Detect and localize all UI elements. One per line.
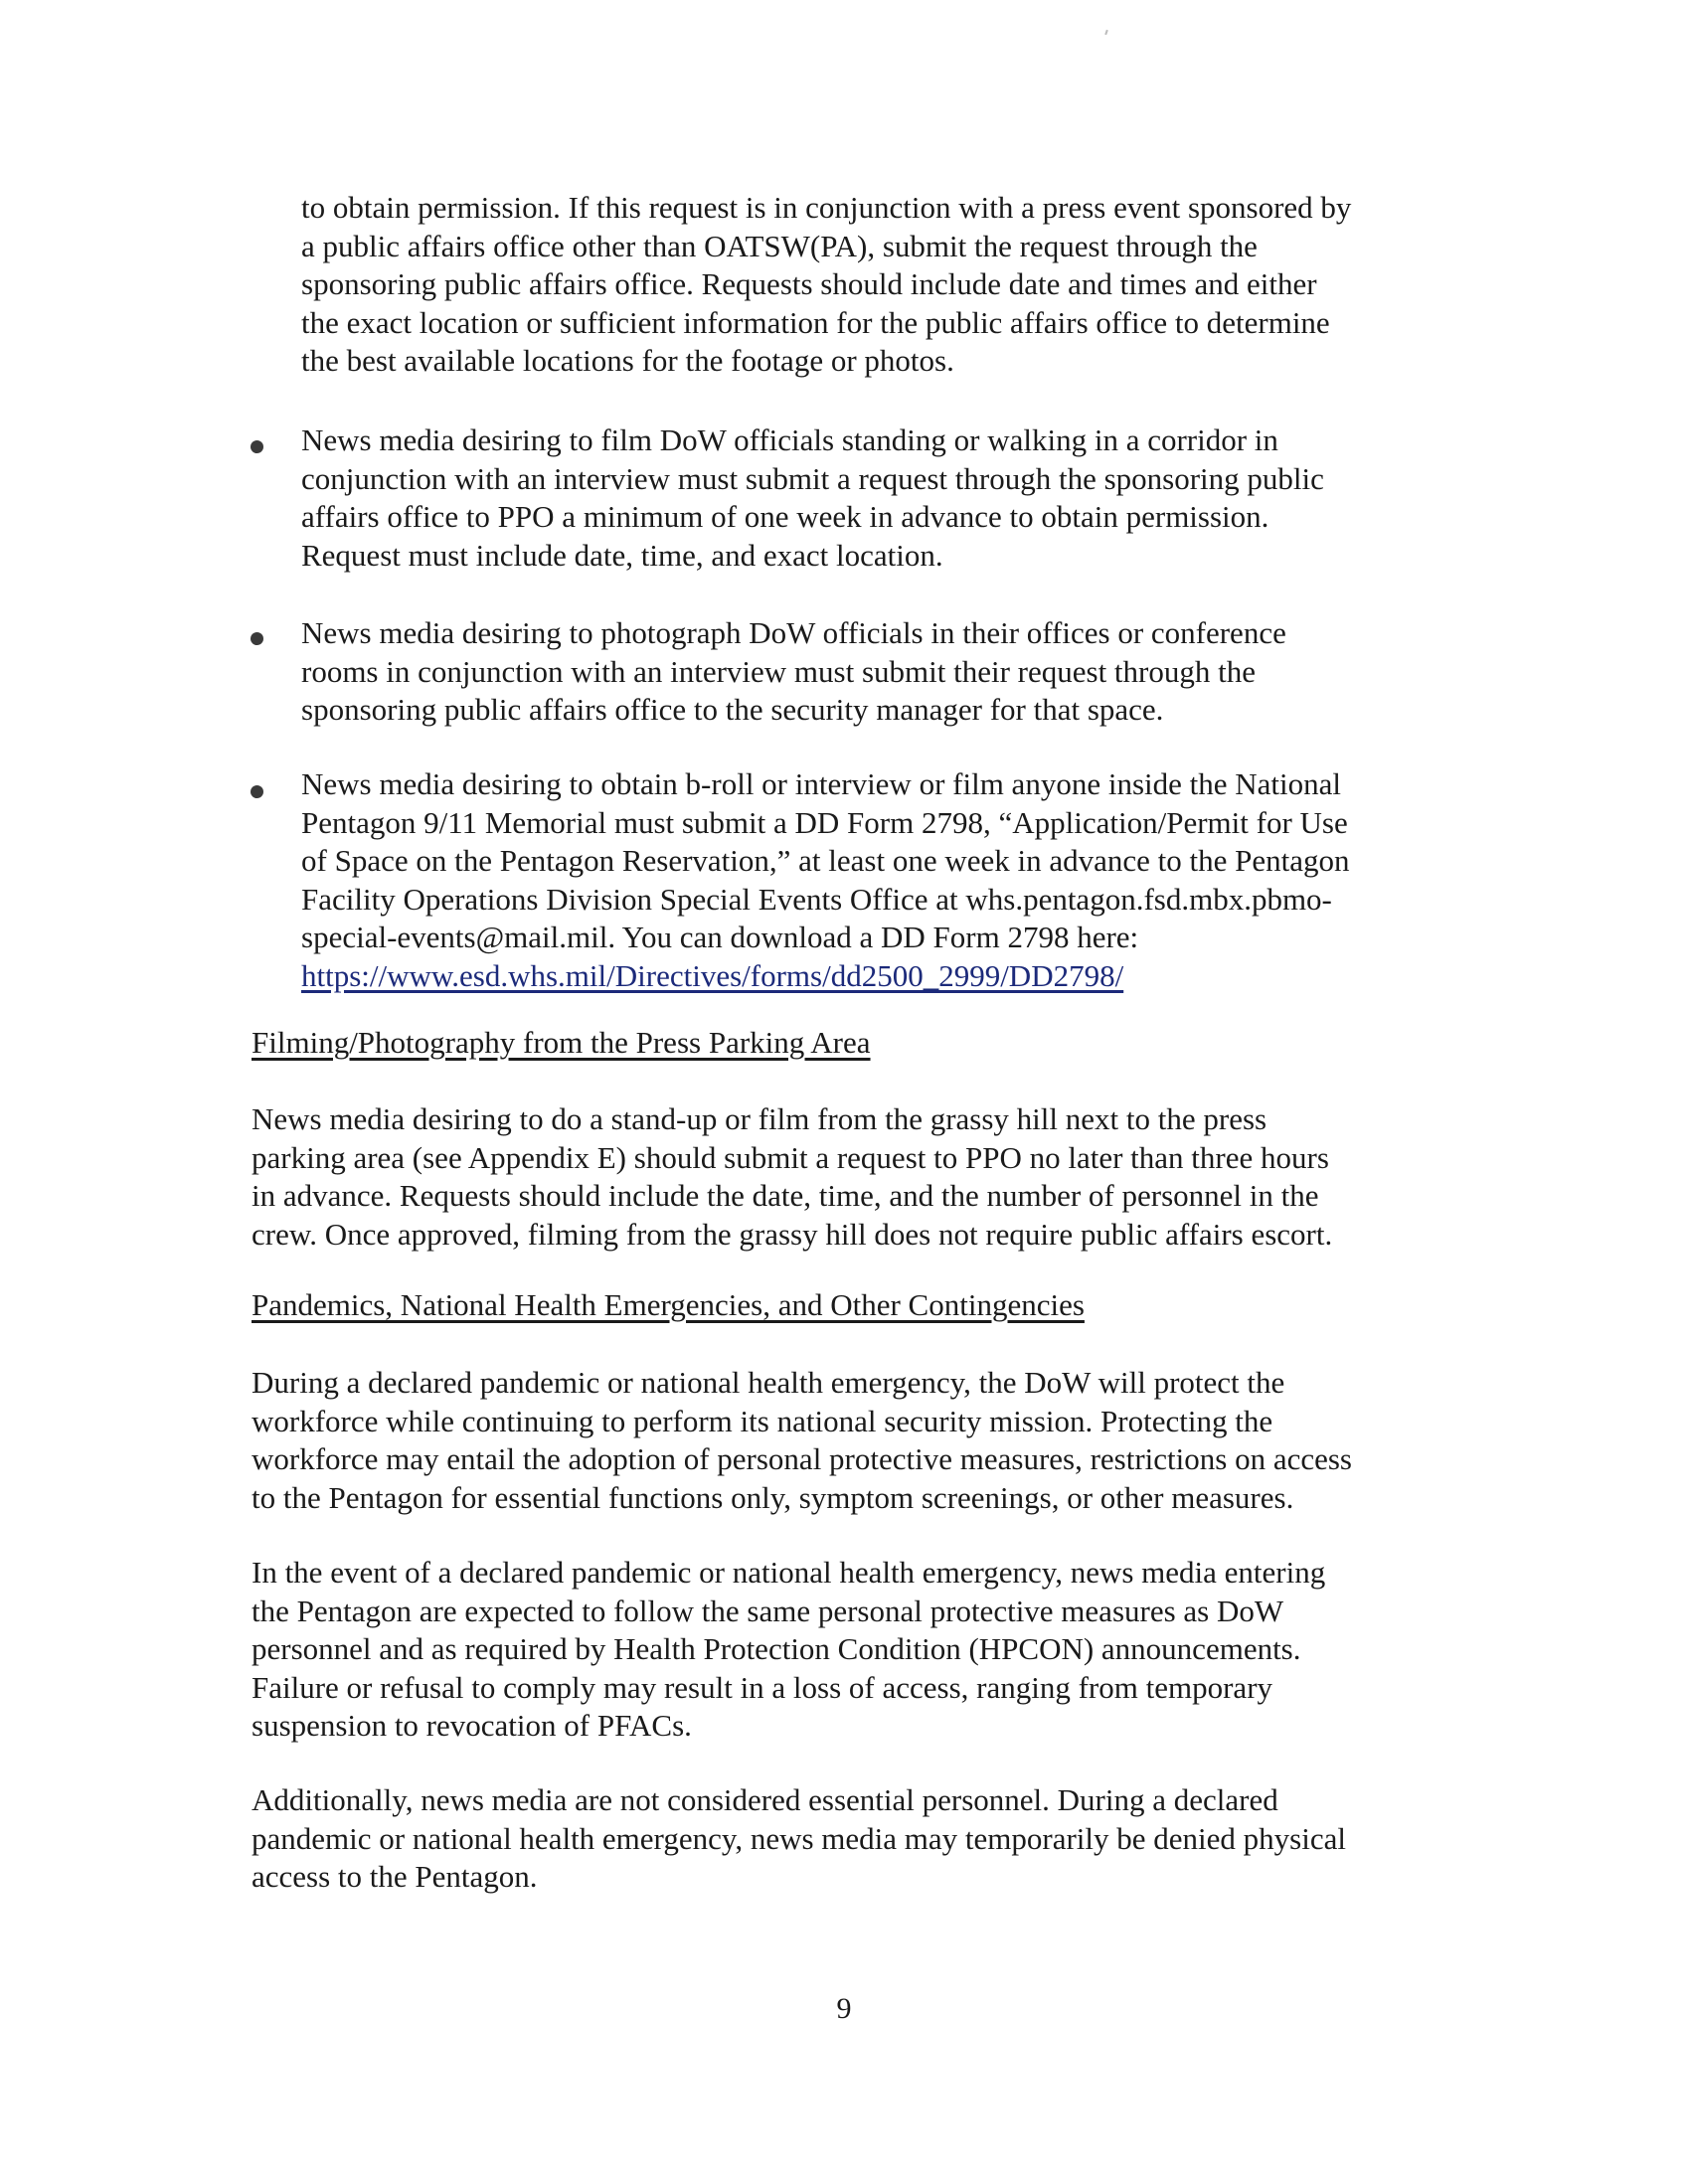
text-line xyxy=(301,957,1350,996)
body-paragraph xyxy=(252,1781,1346,1897)
text-line: Facility Operations Division Special Events Office at whs.pentagon.fsd.mbx.pbmo- xyxy=(301,881,1332,917)
text-line: the Pentagon are expected to follow the same personal protective measures as DoW xyxy=(252,1593,1284,1628)
section-heading: Filming/Photography from the Press Parking Area xyxy=(252,1025,871,1060)
text-line: the exact location or sufficient information for the public affairs office to determine xyxy=(301,304,1330,340)
text-line: Pentagon 9/11 Memorial must submit a DD Form 2798, “Application/Permit for Use xyxy=(301,804,1348,840)
text-line: In the event of a declared pandemic or national health emergency, news media entering xyxy=(252,1555,1326,1590)
bullet-icon xyxy=(251,785,263,798)
page-number: 9 xyxy=(836,1992,852,2025)
text-line: to obtain permission. If this request is in conjunction with a press event sponsored by xyxy=(301,190,1352,225)
text-line: conjunction with an interview must submit a request through the sponsoring public xyxy=(301,460,1324,496)
text-line: rooms in conjunction with an interview must submit their request through the xyxy=(301,653,1256,689)
text-line: of Space on the Pentagon Reservation,” at least one week in advance to the Pentagon xyxy=(301,843,1350,878)
text-line: Request must include date, time, and exact location. xyxy=(301,537,943,573)
text-line: a public affairs office other than OATSW(PA), submit the request through the xyxy=(301,228,1258,263)
text-line: News media desiring to obtain b-roll or interview or film anyone inside the National xyxy=(301,766,1341,801)
bullet-icon xyxy=(251,440,263,453)
bullet-icon xyxy=(251,632,263,645)
text-line: News media desiring to photograph DoW officials in their offices or conference xyxy=(301,615,1286,650)
text-line: Failure or refusal to comply may result in a loss of access, ranging from temporary xyxy=(252,1669,1273,1705)
text-line: sponsoring public affairs office. Requests should include date and times and either xyxy=(301,266,1317,301)
body-paragraph xyxy=(252,1100,1332,1254)
text-line: the best available locations for the footage or photos. xyxy=(301,343,954,378)
text-line: News media desiring to film DoW officials standing or walking in a corridor in xyxy=(301,422,1278,457)
text-line: sponsoring public affairs office to the security manager for that space. xyxy=(301,692,1164,727)
text-line: workforce while continuing to perform its national security mission. Protecting the xyxy=(252,1403,1273,1438)
continuation-paragraph xyxy=(301,189,1351,381)
bullet-item xyxy=(301,614,1286,730)
text-line: access to the Pentagon. xyxy=(252,1859,538,1894)
body-paragraph xyxy=(252,1554,1325,1746)
text-line: special-events@mail.mil. You can download a DD Form 2798 here: xyxy=(301,920,1139,954)
section-heading: Pandemics, National Health Emergencies, and Other Contingencies xyxy=(252,1287,1085,1322)
text-line: Additionally, news media are not considered essential personnel. During a declared xyxy=(252,1782,1278,1817)
text-line: in advance. Requests should include the date, time, and the number of personnel in the xyxy=(252,1178,1319,1213)
text-line: pandemic or national health emergency, news media may temporarily be denied physical xyxy=(252,1820,1346,1856)
bullet-item xyxy=(301,765,1350,995)
text-line: affairs office to PPO a minimum of one week in advance to obtain permission. xyxy=(301,499,1269,534)
text-line: parking area (see Appendix E) should submit a request to PPO no later than three hours xyxy=(252,1139,1329,1175)
text-line: During a declared pandemic or national health emergency, the DoW will protect the xyxy=(252,1365,1285,1400)
text-line: to the Pentagon for essential functions only, symptom screenings, or other measures. xyxy=(252,1479,1294,1515)
text-line: crew. Once approved, filming from the grassy hill does not require public affairs escort. xyxy=(252,1216,1333,1252)
text-line: News media desiring to do a stand-up or film from the grassy hill next to the press xyxy=(252,1101,1267,1136)
text-line: suspension to revocation of PFACs. xyxy=(252,1708,692,1743)
body-paragraph xyxy=(252,1364,1352,1517)
text-line: workforce may entail the adoption of personal protective measures, restrictions on access xyxy=(252,1441,1352,1476)
bullet-item xyxy=(301,421,1324,575)
text-line: personnel and as required by Health Protection Condition (HPCON) announcements. xyxy=(252,1631,1301,1666)
scan-speck xyxy=(1104,30,1108,35)
dd2798-download-link[interactable]: https://www.esd.whs.mil/Directives/forms/dd2500_2999/DD2798/ xyxy=(301,957,1124,993)
